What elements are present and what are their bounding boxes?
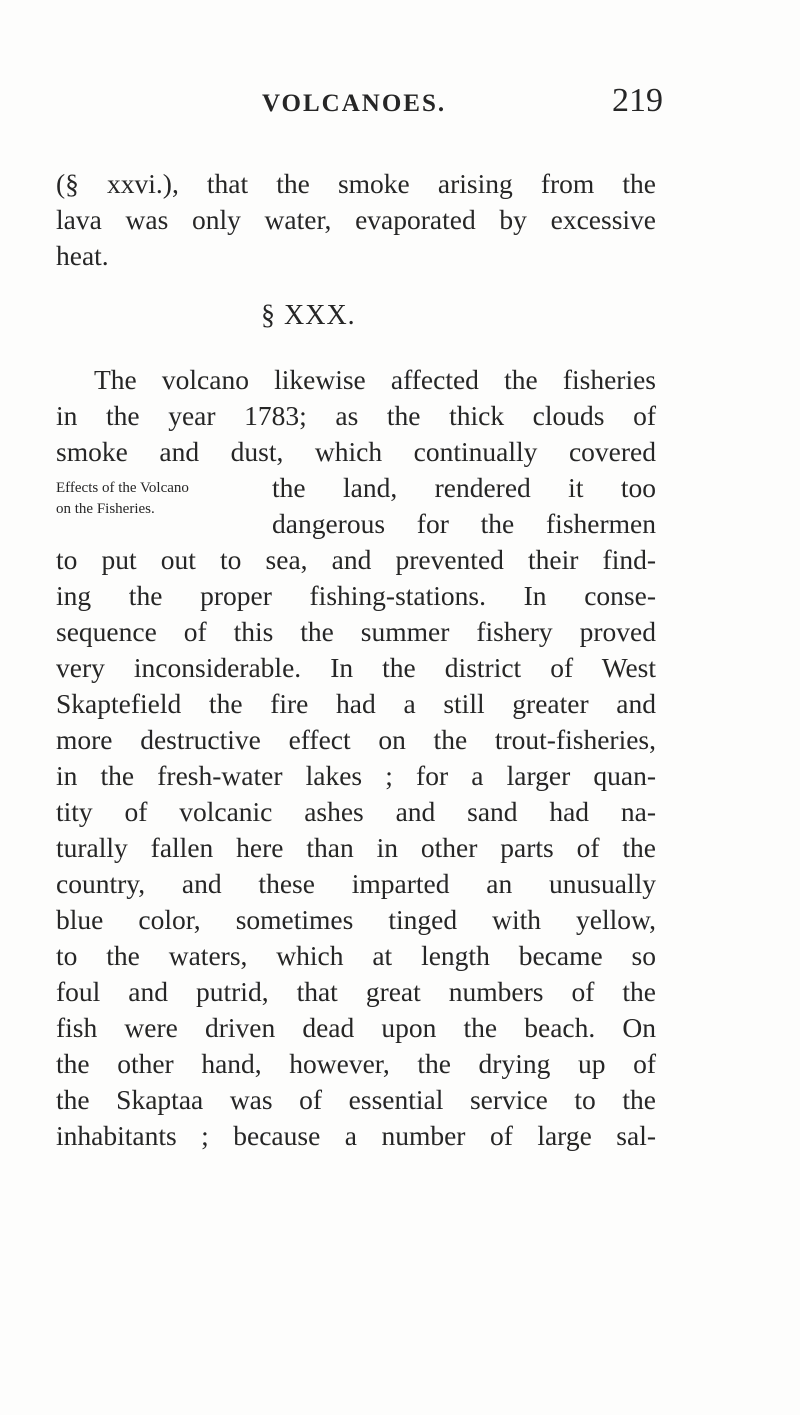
text-line: blue color, sometimes tinged with yellow, — [56, 904, 656, 935]
text-line: tity of volcanic ashes and sand had na- — [56, 796, 656, 827]
text-line: country, and these imparted an unusually — [56, 868, 656, 899]
text-line: inhabitants ; because a number of large sal- — [56, 1120, 656, 1151]
text-line: lava was only water, evaporated by excessive — [56, 204, 656, 235]
side-note-line: on the Fisheries. — [56, 501, 155, 517]
section-heading: § XXX. — [261, 300, 356, 331]
text-line: dangerous for the fishermen — [272, 508, 656, 539]
text-line: smoke and dust, which continually covered — [56, 436, 656, 467]
text-line: in the fresh-water lakes ; for a larger quan- — [56, 760, 656, 791]
text-line: Skaptefield the fire had a still greater and — [56, 688, 656, 719]
text-line: very inconsiderable. In the district of West — [56, 652, 656, 683]
text-line: fish were driven dead upon the beach. On — [56, 1012, 656, 1043]
text-line: heat. — [56, 240, 109, 271]
text-line: in the year 1783; as the thick clouds of — [56, 400, 656, 431]
text-line: sequence of this the summer fishery proved — [56, 616, 656, 647]
text-line: more destructive effect on the trout-fisheries, — [56, 724, 656, 755]
text-line: foul and putrid, that great numbers of the — [56, 976, 656, 1007]
text-line: to the waters, which at length became so — [56, 940, 656, 971]
text-line: turally fallen here than in other parts of the — [56, 832, 656, 863]
running-head: VOLCANOES. — [262, 90, 447, 117]
page-number: 219 — [612, 82, 663, 119]
text-line: the land, rendered it too — [272, 472, 656, 503]
text-line: the other hand, however, the drying up of — [56, 1048, 656, 1079]
side-note-line: Effects of the Volcano — [56, 480, 189, 496]
text-line: The volcano likewise affected the fisheries — [94, 364, 656, 395]
text-line: ing the proper fishing-stations. In conse- — [56, 580, 656, 611]
text-line: to put out to sea, and prevented their find- — [56, 544, 656, 575]
text-line: (§ xxvi.), that the smoke arising from the — [56, 168, 656, 199]
text-line: the Skaptaa was of essential service to the — [56, 1084, 656, 1115]
